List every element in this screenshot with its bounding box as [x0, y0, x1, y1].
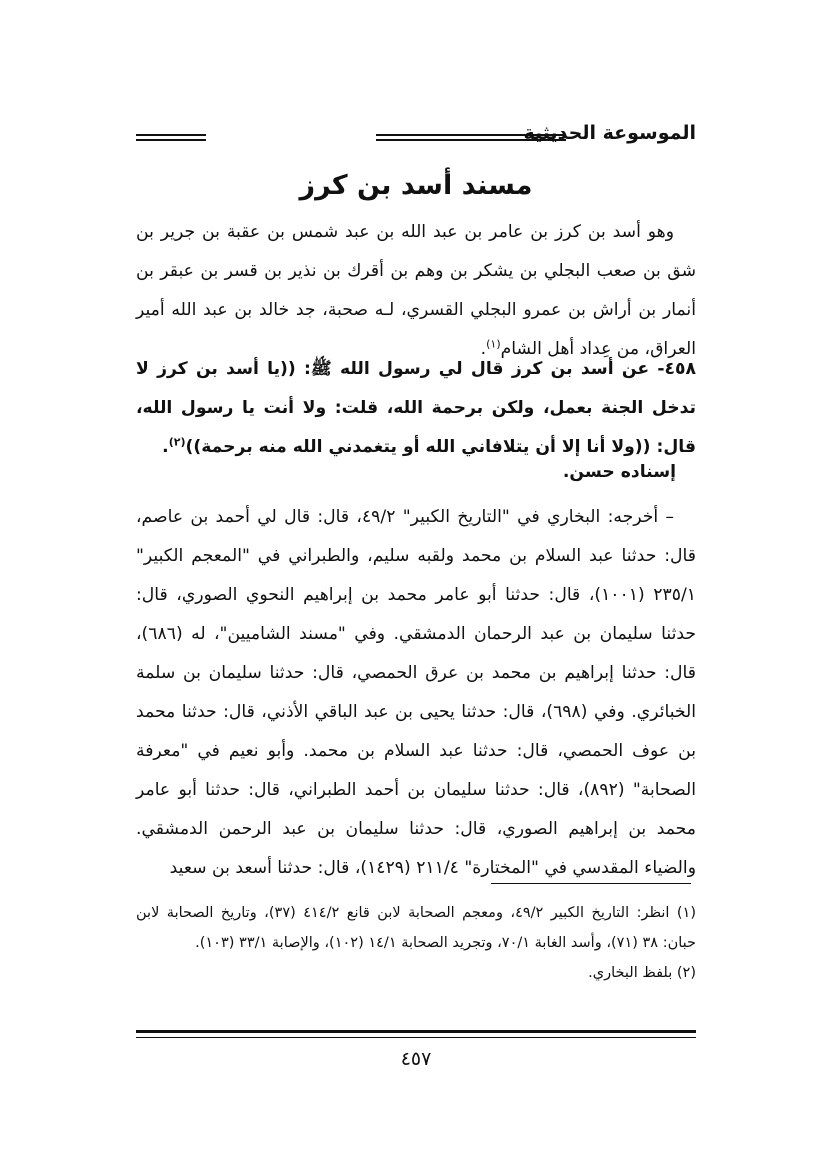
footnote-ref-1: (١) [486, 337, 501, 351]
intro-paragraph [136, 213, 696, 369]
hadith-paragraph [136, 350, 696, 467]
hadith-end: . [162, 437, 169, 457]
footnote-separator [491, 883, 691, 884]
page-number: ٤٥٧ [400, 1048, 432, 1070]
isnad-grade: إسناده حسن. [562, 462, 676, 482]
running-header [136, 122, 696, 152]
footnote-1: (١) انظر: التاريخ الكبير ٤٩/٢، ومعجم الصحابة لابن قانع ٤١٤/٢ (٣٧)، وتاريخ الصحابة لابن حبان: ٣٨ (٧١)، وأسد الغابة ٧٠/١، وتجريد الصحابة ١٤/١ (١٠٢)، والإصابة ٣٣/١ (١٠٣). [136, 905, 696, 951]
intro-end: . [480, 339, 487, 359]
intro-text: وهو أسد بن كرز بن عامر بن عبد الله بن عبد شمس بن عقبة بن جرير بن شق بن صعب البجلي بن يشكر بن وهم بن أقرك بن نذير بن قسر بن عبقر بن أنمار بن أراش بن عمرو البجلي القسري، لـه صحبة، جد خالد بن عبد الله أمير العراق، من عِداد أهل الشام [136, 222, 696, 359]
header-rule-short [136, 134, 206, 141]
header-rule-long [376, 134, 566, 141]
footnotes [136, 898, 696, 988]
hadith-text: ٤٥٨- عن أسد بن كرز قال لي رسول الله ﷺ: ((يا أسد بن كرز لا تدخل الجنة بعمل، ولكن برحمة الله، قلت: ولا أنت يا رسول الله، قال: ((ولا أنا إلا أن يتلافاني الله أو يتغمدني الله منه برحمة)) [136, 359, 696, 457]
bottom-rule [136, 1030, 696, 1038]
sources-paragraph [136, 498, 696, 888]
chapter-title: مسند أسد بن كرز [299, 170, 533, 201]
footnote-2: (٢) بلفظ البخاري. [588, 965, 696, 981]
footnote-ref-2: (٢) [168, 435, 186, 449]
sources-text: – أخرجه: البخاري في "التاريخ الكبير" ٤٩/٢، قال: قال لي أحمد بن عاصم، قال: حدثنا عبد السلام بن محمد ولقبه سليم، والطبراني في "المعجم الكبير" ٢٣٥/١ (١٠٠١)، قال: حدثنا أبو عامر محمد بن إبراهيم النحوي الصوري، قال: حدثنا سليمان بن عبد الرحمان الدمشقي. وفي "مسند الشاميين"، له (٦٨٦)، قال: حدثنا إبراهيم بن محمد بن عرق الحمصي، قال: حدثنا سليمان بن سلمة الخبائري. وفي (٦٩٨)، قال: حدثنا يحيى بن عبد الباقي الأذني، قال: حدثنا محمد بن عوف الحمصي، قال: حدثنا عبد السلام بن محمد. وأبو نعيم في "معرفة الصحابة" (٨٩٢)، قال: حدثنا سليمان بن أحمد الطبراني، قال: حدثنا أبو عامر محمد بن إبراهيم الصوري، قال: حدثنا سليمان بن عبد الرحمن الدمشقي. والضياء المقدسي في "المختارة" ٢١١/٤ (١٤٢٩)، قال: حدثنا أسعد بن سعيد [136, 507, 697, 878]
header-title: الموسوعة الحديثية [523, 122, 696, 144]
